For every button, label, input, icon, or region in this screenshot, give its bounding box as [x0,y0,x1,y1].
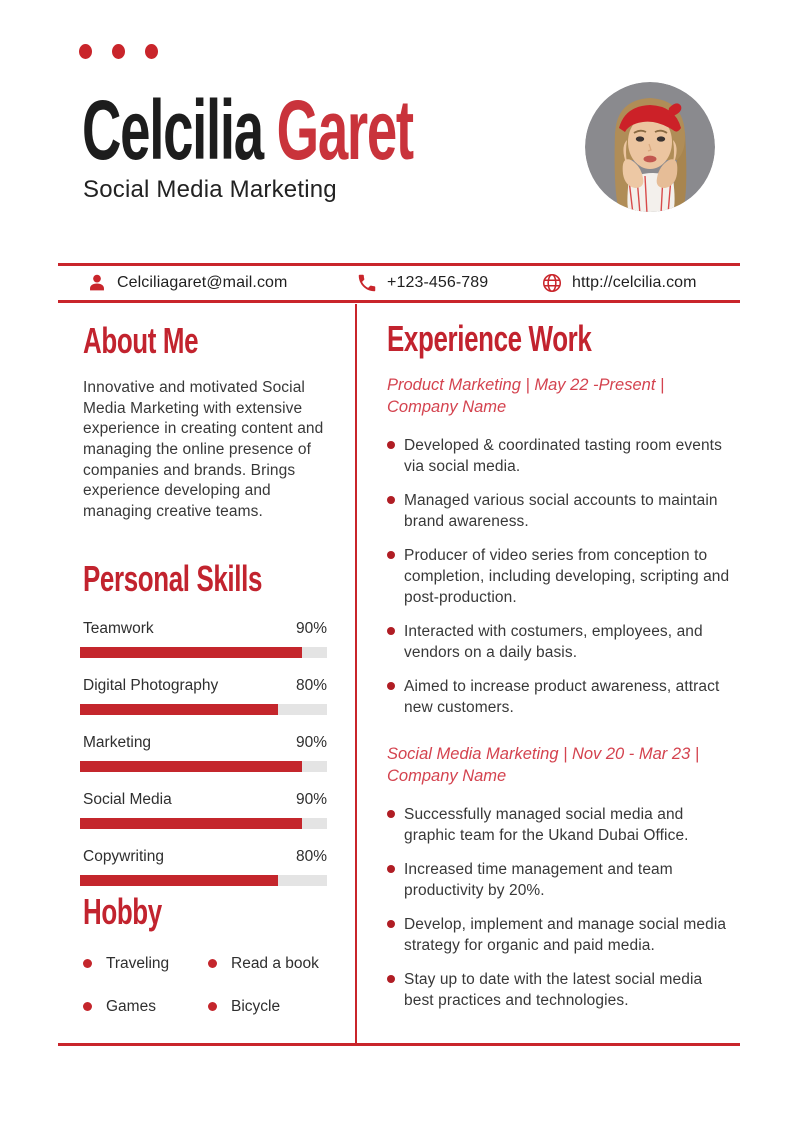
job-subtitle: Social Media Marketing [83,176,337,203]
skill-label: Marketing [83,733,152,751]
skill-label: Teamwork [83,619,154,637]
job-bullet: Producer of video series from conception to completion, including developing, scripting and post-production. [387,545,732,608]
skill-label: Social Media [83,790,172,808]
experience-title: Experience Work [387,318,592,359]
skill-percent: 80% [295,847,327,865]
skill-row [80,620,327,658]
job-bullet: Successfully managed social media and graphic team for the Ukand Dubai Office. [387,804,732,846]
phone-text: +123-456-789 [387,274,489,291]
decor-dot [145,44,158,59]
about-title: About Me [83,320,199,361]
skills-list [80,620,327,886]
name-last: Garet [276,83,413,177]
job-bullet: Managed various social accounts to maintain brand awareness. [387,490,732,532]
hobby-item [83,955,208,973]
skill-label: Copywriting [83,847,164,865]
contact-email [86,266,288,300]
bullet-dot-icon [387,810,395,818]
bullet-dot-icon [387,627,395,635]
job-bullet: Develop, implement and manage social media strategy for organic and paid media. [387,914,732,956]
page-title [82,83,413,177]
job-title: Product Marketing | May 22 -Present | Company Name [387,375,665,416]
skill-percent: 90% [295,619,327,637]
hobby-title: Hobby [83,891,162,932]
job-title: Social Media Marketing | Nov 20 - Mar 23 | Company Name [387,744,700,785]
contact-website [541,266,697,300]
skill-bar-fill [80,818,302,829]
skill-bar [80,647,327,658]
bullet-dot-icon [387,920,395,928]
contact-bar [58,263,740,303]
job-bullet-list [387,804,732,1011]
profile-photo-graphic [585,82,715,212]
decor-dot [112,44,125,59]
bullet-dot-icon [387,682,395,690]
skill-row [80,848,327,886]
jobs-list [387,374,732,1011]
hobby-list [83,955,345,1016]
skill-row [80,677,327,715]
name-first: Celcilia [82,83,263,177]
skill-percent: 80% [295,676,327,694]
globe-icon [541,272,563,294]
job-bullet-list [387,435,732,718]
profile-photo [585,82,715,212]
section-hobby [83,893,345,1016]
decor-dots [79,44,158,59]
skill-bar [80,818,327,829]
skills-title: Personal Skills [83,558,263,599]
hobby-item [208,998,345,1016]
skill-percent: 90% [295,790,327,808]
section-skills [80,560,327,905]
skill-bar-fill [80,647,302,658]
hobby-label: Traveling [106,954,170,972]
contact-phone [356,266,488,300]
job-bullet: Increased time management and team productivity by 20%. [387,859,732,901]
skill-percent: 90% [295,733,327,751]
bullet-dot-icon [387,496,395,504]
about-text: Innovative and motivated Social Media Marketing with extensive experience in creating content and managing the online presence of companies and brands. Brings experience developing and managing creative teams. [83,378,324,521]
bottom-rule [58,1043,740,1046]
section-experience [387,320,732,1024]
section-about [83,322,333,523]
job-entry [387,374,732,718]
email-text: Celciliagaret@mail.com [117,274,288,291]
bullet-dot-icon [208,959,217,968]
skill-bar [80,875,327,886]
hobby-label: Bicycle [231,997,281,1015]
bullet-dot-icon [208,1002,217,1011]
bullet-dot-icon [387,865,395,873]
skill-bar-fill [80,704,278,715]
skill-bar [80,704,327,715]
hobby-label: Games [106,997,156,1015]
hobby-item [208,955,345,973]
skill-bar [80,761,327,772]
bullet-dot-icon [83,959,92,968]
hobby-label: Read a book [231,954,319,972]
skill-bar-fill [80,761,302,772]
skill-row [80,734,327,772]
website-text: http://celcilia.com [572,274,697,291]
hobby-item [83,998,208,1016]
bullet-dot-icon [387,551,395,559]
job-entry [387,743,732,1011]
job-bullet: Developed & coordinated tasting room events via social media. [387,435,732,477]
job-bullet: Interacted with costumers, employees, and vendors on a daily basis. [387,621,732,663]
decor-dot [79,44,92,59]
person-icon [86,272,108,294]
skill-row [80,791,327,829]
job-bullet: Stay up to date with the latest social media best practices and technologies. [387,969,732,1011]
job-bullet: Aimed to increase product awareness, attract new customers. [387,676,732,718]
skill-bar-fill [80,875,278,886]
bullet-dot-icon [83,1002,92,1011]
column-divider [355,304,357,1044]
bullet-dot-icon [387,975,395,983]
phone-icon [356,272,378,294]
bullet-dot-icon [387,441,395,449]
skill-label: Digital Photography [83,676,219,694]
